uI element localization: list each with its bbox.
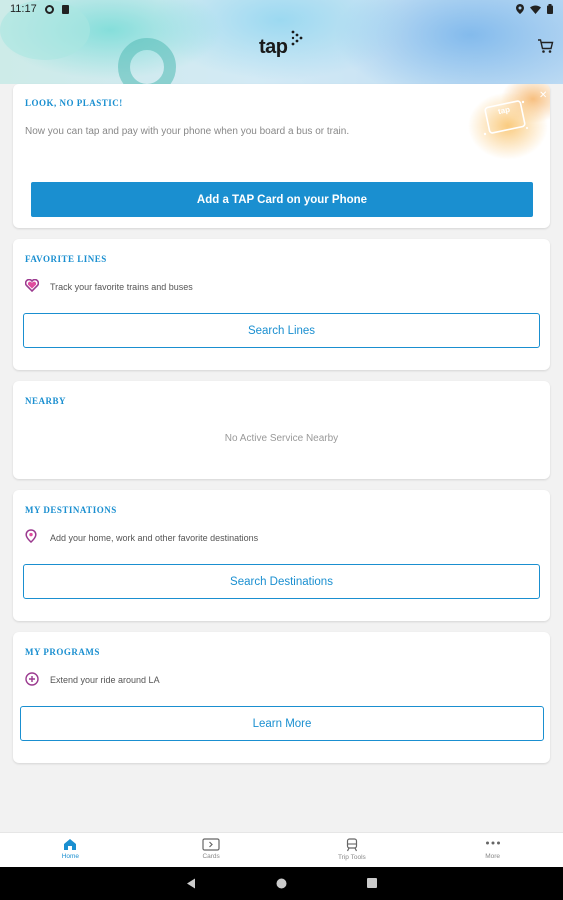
home-circle-icon[interactable]: [276, 878, 287, 889]
tap-logo-mark: [291, 30, 303, 46]
nearby-title: NEARBY: [25, 396, 67, 406]
nav-item-cards[interactable]: [141, 833, 282, 867]
search-lines-button[interactable]: Search Lines: [23, 313, 540, 348]
close-icon[interactable]: ✕: [539, 90, 548, 101]
learn-more-button[interactable]: Learn More: [20, 706, 544, 741]
nav-label-more: More: [485, 853, 501, 860]
favorite-lines-card: [13, 239, 550, 370]
nav-item-home[interactable]: [0, 833, 141, 867]
heart-icon: [25, 279, 39, 297]
location-pin-icon: [25, 529, 37, 548]
header-decoration-ring: [118, 38, 176, 84]
nav-label-cards: Cards: [202, 853, 220, 860]
destinations-text: Add your home, work and other favorite destinations: [50, 533, 259, 543]
promo-title: LOOK, NO PLASTIC!: [25, 98, 123, 108]
nearby-card: [13, 381, 550, 479]
tap-logo: tap: [259, 36, 288, 58]
destinations-card: [13, 490, 550, 621]
app-header: [0, 0, 563, 84]
nav-label-trip-tools: Trip Tools: [337, 854, 366, 861]
cart-icon[interactable]: [537, 38, 554, 59]
promo-text: Now you can tap and pay with your phone when you board a bus or train.: [25, 126, 350, 137]
status-bar: [0, 0, 563, 18]
nearby-empty-text: No Active Service Nearby: [224, 433, 339, 444]
destinations-title: MY DESTINATIONS: [25, 505, 117, 515]
battery-status-icon: [547, 4, 553, 14]
promo-card: [13, 84, 550, 228]
illustration-card-text: tap: [497, 104, 511, 117]
more-dots-icon: [485, 838, 501, 851]
favorite-lines-title: FAVORITE LINES: [25, 254, 107, 264]
tap-card-illustration: [453, 84, 550, 166]
programs-title: MY PROGRAMS: [25, 647, 100, 657]
programs-text: Extend your ride around LA: [50, 675, 160, 685]
nav-item-more[interactable]: [422, 833, 563, 867]
status-time: 11:17: [10, 3, 37, 15]
card-icon: [202, 838, 220, 851]
sim-status-icon: [62, 5, 69, 14]
system-navigation-bar: [0, 867, 563, 900]
settings-status-icon: [45, 5, 54, 14]
train-icon: [345, 838, 359, 852]
add-circle-icon: [25, 672, 39, 691]
add-tap-card-button[interactable]: Add a TAP Card on your Phone: [31, 182, 533, 217]
back-icon[interactable]: [186, 878, 196, 889]
search-destinations-button[interactable]: Search Destinations: [23, 564, 540, 599]
recents-icon[interactable]: [367, 878, 377, 888]
wifi-status-icon: [530, 5, 541, 14]
location-status-icon: [516, 4, 524, 14]
bottom-navigation: [0, 832, 563, 867]
home-icon: [63, 838, 77, 851]
programs-card: [13, 632, 550, 763]
nav-label-home: Home: [61, 853, 80, 860]
favorite-lines-text: Track your favorite trains and buses: [50, 282, 193, 292]
nav-item-trip-tools[interactable]: [282, 833, 423, 867]
